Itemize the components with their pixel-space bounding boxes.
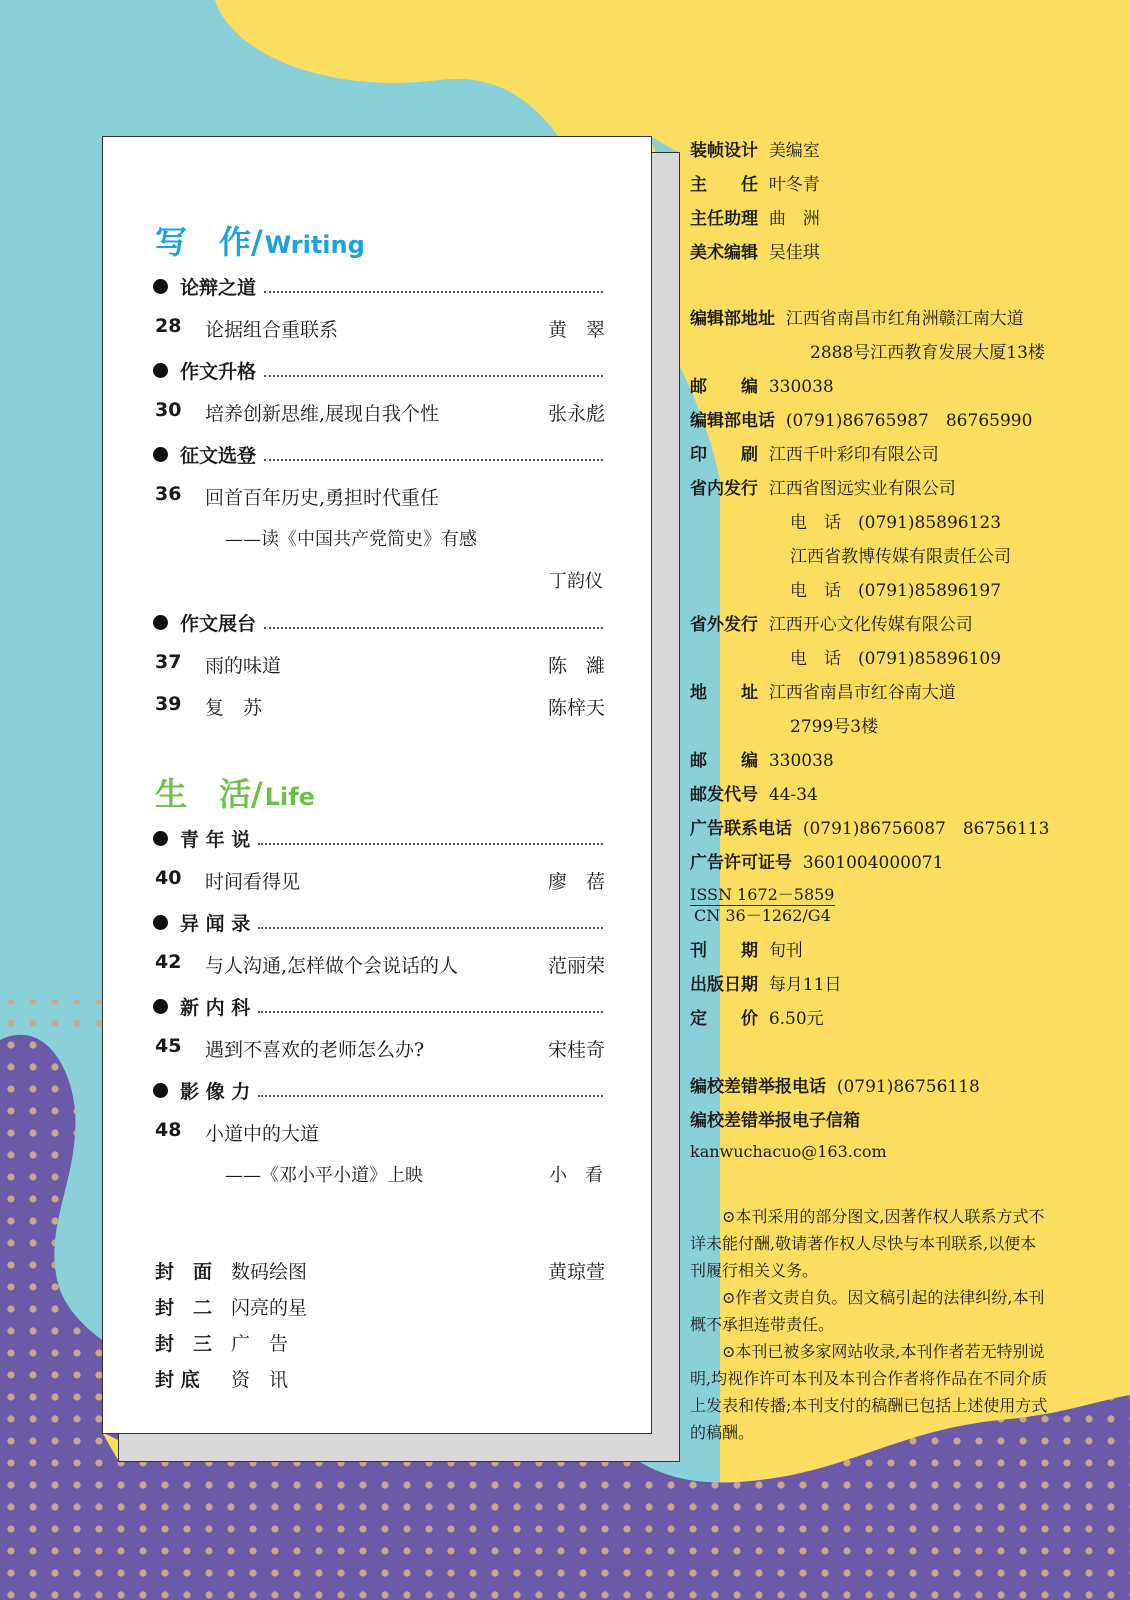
masthead-key: 印 刷: [690, 445, 758, 465]
masthead-value: 330038: [768, 377, 834, 397]
page-number: 48: [155, 1119, 182, 1141]
cover-label: 封 二: [155, 1297, 213, 1319]
masthead-value: 330038: [768, 751, 834, 771]
masthead-key: 邮 编: [690, 751, 758, 771]
section-title-life-en: Life: [264, 783, 315, 811]
note-paragraph: ⊙本刊已被多家网站收录,本刊作者若无特别说明,均视作许可本刊及本刊合作者将作品在不同介质上发表和传播;本刊支付的稿酬已包括上述使用方式的稿酬。: [690, 1342, 1048, 1442]
report-email[interactable]: kanwuchacuo@163.com: [690, 1142, 887, 1161]
leader-dots: [258, 833, 603, 845]
category: [153, 357, 603, 384]
masthead-value: 每月11日: [768, 975, 842, 995]
category: [153, 1077, 603, 1104]
bullet-icon: [153, 279, 168, 294]
page-number: 45: [155, 1035, 182, 1057]
section-title-life-cn: 生 活/: [155, 775, 263, 813]
masthead-row: [690, 440, 939, 465]
article-author: 张永彪: [547, 403, 605, 425]
cn-number: CN 36－1262/G4: [694, 906, 831, 925]
masthead-row: [690, 848, 943, 873]
page-number: 39: [155, 693, 182, 715]
masthead-value: (0791)86756087 86756113: [802, 819, 1050, 839]
toc-entry[interactable]: [155, 315, 605, 342]
bullet-icon: [153, 447, 168, 462]
page-number: 28: [155, 315, 182, 337]
masthead-row: [690, 970, 841, 995]
category-label: 论辩之道: [180, 277, 257, 299]
cover-credit: [155, 1365, 605, 1392]
leader-dots: [258, 917, 603, 929]
masthead-key: 邮 编: [690, 377, 758, 397]
bullet-icon: [153, 831, 168, 846]
masthead-continuation: 2799号3楼: [790, 717, 879, 737]
leader-dots: [264, 281, 603, 293]
toc-entry[interactable]: [155, 693, 605, 720]
leader-dots: [258, 1001, 603, 1013]
masthead-key: 编辑部电话: [690, 411, 775, 431]
category: [153, 441, 603, 468]
article-subtitle: ——《邓小平小道》上映: [225, 1165, 423, 1186]
section-title-writing-cn: 写 作/: [155, 223, 263, 261]
category: [153, 825, 603, 852]
leader-dots: [264, 617, 603, 629]
masthead-value: 江西省南昌市红角洲赣江南大道: [785, 309, 1024, 329]
masthead-value: 江西省图远实业有限公司: [768, 479, 956, 499]
leader-dots: [258, 1085, 603, 1097]
page-number: 30: [155, 399, 182, 421]
page-number: 36: [155, 483, 182, 505]
cover-value: 数码绘图: [231, 1261, 308, 1283]
masthead-key: 定 价: [690, 1009, 758, 1029]
cover-author: 黄琼萱: [547, 1261, 605, 1283]
masthead-key: 装帧设计: [690, 141, 758, 161]
category-label: 影 像 力: [180, 1081, 251, 1103]
toc-entry[interactable]: [155, 951, 605, 978]
article-author: 范丽荣: [547, 955, 605, 977]
category-label: 新 内 科: [180, 997, 251, 1019]
masthead-value: (0791)86765987 86765990: [785, 411, 1033, 431]
masthead-row: [690, 304, 1024, 329]
masthead-key: 广告联系电话: [690, 819, 792, 839]
masthead-continuation: 江西省教博传媒有限责任公司: [790, 547, 1011, 567]
category-label: 征文选登: [180, 445, 257, 467]
masthead-key: 编辑部地址: [690, 309, 775, 329]
article-title: 回首百年历史,勇担时代重任: [205, 487, 440, 509]
cover-credit: [155, 1329, 605, 1356]
article-title: 复 苏: [205, 697, 263, 719]
article-subtitle: ——读《中国共产党简史》有感: [225, 529, 477, 550]
masthead-row: [690, 474, 956, 499]
masthead-row: [690, 610, 973, 635]
cover-value: 资 讯: [231, 1369, 289, 1391]
category: [153, 993, 603, 1020]
masthead-row: [690, 814, 1049, 839]
cover-credit: [155, 1293, 605, 1320]
cover-value: 闪亮的星: [231, 1297, 308, 1319]
article-title: 小道中的大道: [205, 1123, 320, 1145]
article-author: 廖 蓓: [547, 871, 605, 893]
masthead-key: 广告许可证号: [690, 853, 792, 873]
copyright-notes: [690, 1203, 1050, 1446]
bullet-icon: [153, 999, 168, 1014]
masthead-row: [690, 1004, 824, 1029]
toc-entry[interactable]: [155, 651, 605, 678]
section-title-life: [155, 769, 315, 815]
article-author: 宋桂奇: [547, 1039, 605, 1061]
article-author: 陈梓天: [547, 697, 605, 719]
article-author: 黄 翠: [547, 319, 605, 341]
masthead-value: 曲 洲: [768, 209, 820, 229]
section-title-writing: [155, 217, 365, 263]
masthead-key: 出版日期: [690, 975, 758, 995]
category-label: 作文展台: [180, 613, 257, 635]
article-title: 培养创新思维,展现自我个性: [205, 403, 440, 425]
masthead-row: [690, 204, 820, 229]
article-title: 论据组合重联系: [205, 319, 339, 341]
article-title: 与人沟通,怎样做个会说话的人: [205, 955, 459, 977]
masthead-row: [690, 372, 834, 397]
bullet-icon: [153, 363, 168, 378]
masthead-key: 美术编辑: [690, 243, 758, 263]
masthead-key: 地 址: [690, 683, 758, 703]
note-paragraph: ⊙本刊采用的部分图文,因著作权人联系方式不详未能付酬,敬请著作权人尽快与本刊联系,以便本刊履行相关义务。: [690, 1207, 1045, 1280]
page-number: 42: [155, 951, 182, 973]
masthead-value: 6.50元: [768, 1009, 824, 1029]
masthead-key: 主任助理: [690, 209, 758, 229]
masthead-value: 江西省南昌市红谷南大道: [768, 683, 956, 703]
page-number: 40: [155, 867, 182, 889]
masthead-row: [690, 136, 820, 161]
toc-entry[interactable]: [155, 867, 605, 894]
masthead-value: 江西开心文化传媒有限公司: [768, 615, 973, 635]
masthead-key: 刊 期: [690, 941, 758, 961]
leader-dots: [264, 449, 603, 461]
masthead-key: 编校差错举报电子信箱: [690, 1111, 860, 1131]
masthead-key: 邮发代号: [690, 785, 758, 805]
masthead-row: [690, 780, 818, 805]
category: [153, 609, 603, 636]
issn-number: ISSN 1672－5859: [690, 882, 835, 906]
masthead-value: 叶冬青: [768, 175, 820, 195]
masthead-row: [690, 936, 803, 961]
leader-dots: [264, 365, 603, 377]
category: [153, 273, 603, 300]
bullet-icon: [153, 615, 168, 630]
masthead-value: 44-34: [768, 785, 818, 805]
masthead-continuation: 电 话 (0791)85896197: [790, 581, 1002, 601]
category-label: 青 年 说: [180, 829, 251, 851]
note-paragraph: ⊙作者文责自负。因文稿引起的法律纠纷,本刊概不承担连带责任。: [690, 1288, 1045, 1334]
masthead-row: [690, 1106, 860, 1131]
page-number: 37: [155, 651, 182, 673]
article-title: 时间看得见: [205, 871, 301, 893]
masthead-row: [690, 678, 956, 703]
bullet-icon: [153, 915, 168, 930]
cover-label: 封 底: [155, 1369, 200, 1391]
section-title-writing-en: Writing: [264, 231, 365, 259]
masthead-key: 省外发行: [690, 615, 758, 635]
masthead-row: [690, 406, 1032, 431]
masthead-value: 3601004000071: [802, 853, 944, 873]
toc-entry[interactable]: [155, 483, 605, 510]
category-label: 作文升格: [180, 361, 257, 383]
category-label: 异 闻 录: [180, 913, 251, 935]
masthead-value: 吴佳琪: [768, 243, 820, 263]
masthead-value: 旬刊: [768, 941, 803, 961]
masthead-row: [690, 238, 820, 263]
masthead-key: 编校差错举报电话: [690, 1077, 826, 1097]
article-author: 丁韵仪: [549, 571, 603, 592]
masthead-key: 省内发行: [690, 479, 758, 499]
bullet-icon: [153, 1083, 168, 1098]
category: [153, 909, 603, 936]
masthead-row: [690, 1072, 980, 1097]
toc-entry[interactable]: [155, 1119, 605, 1146]
masthead-continuation: 2888号江西教育发展大厦13楼: [810, 343, 1045, 363]
article-author: 陈 濰: [547, 655, 605, 677]
toc-entry[interactable]: [155, 1035, 605, 1062]
cover-label: 封 三: [155, 1333, 213, 1355]
article-author: 小 看: [549, 1165, 603, 1186]
toc-entry[interactable]: [155, 399, 605, 426]
cover-value: 广 告: [231, 1333, 289, 1355]
masthead-row: [690, 746, 834, 771]
masthead-row: [690, 170, 820, 195]
article-title: 雨的味道: [205, 655, 282, 677]
table-of-contents: [103, 137, 651, 1433]
masthead-continuation: 电 话 (0791)85896123: [790, 513, 1002, 533]
masthead-key: 主 任: [690, 175, 758, 195]
masthead-continuation: 电 话 (0791)85896109: [790, 649, 1002, 669]
masthead-value: (0791)86756118: [836, 1077, 980, 1097]
cover-credit: [155, 1257, 605, 1284]
cover-label: 封 面: [155, 1261, 213, 1283]
toc-card: [102, 136, 652, 1434]
masthead-value: 江西千叶彩印有限公司: [768, 445, 939, 465]
masthead-value: 美编室: [768, 141, 820, 161]
article-title: 遇到不喜欢的老师怎么办?: [205, 1039, 425, 1061]
